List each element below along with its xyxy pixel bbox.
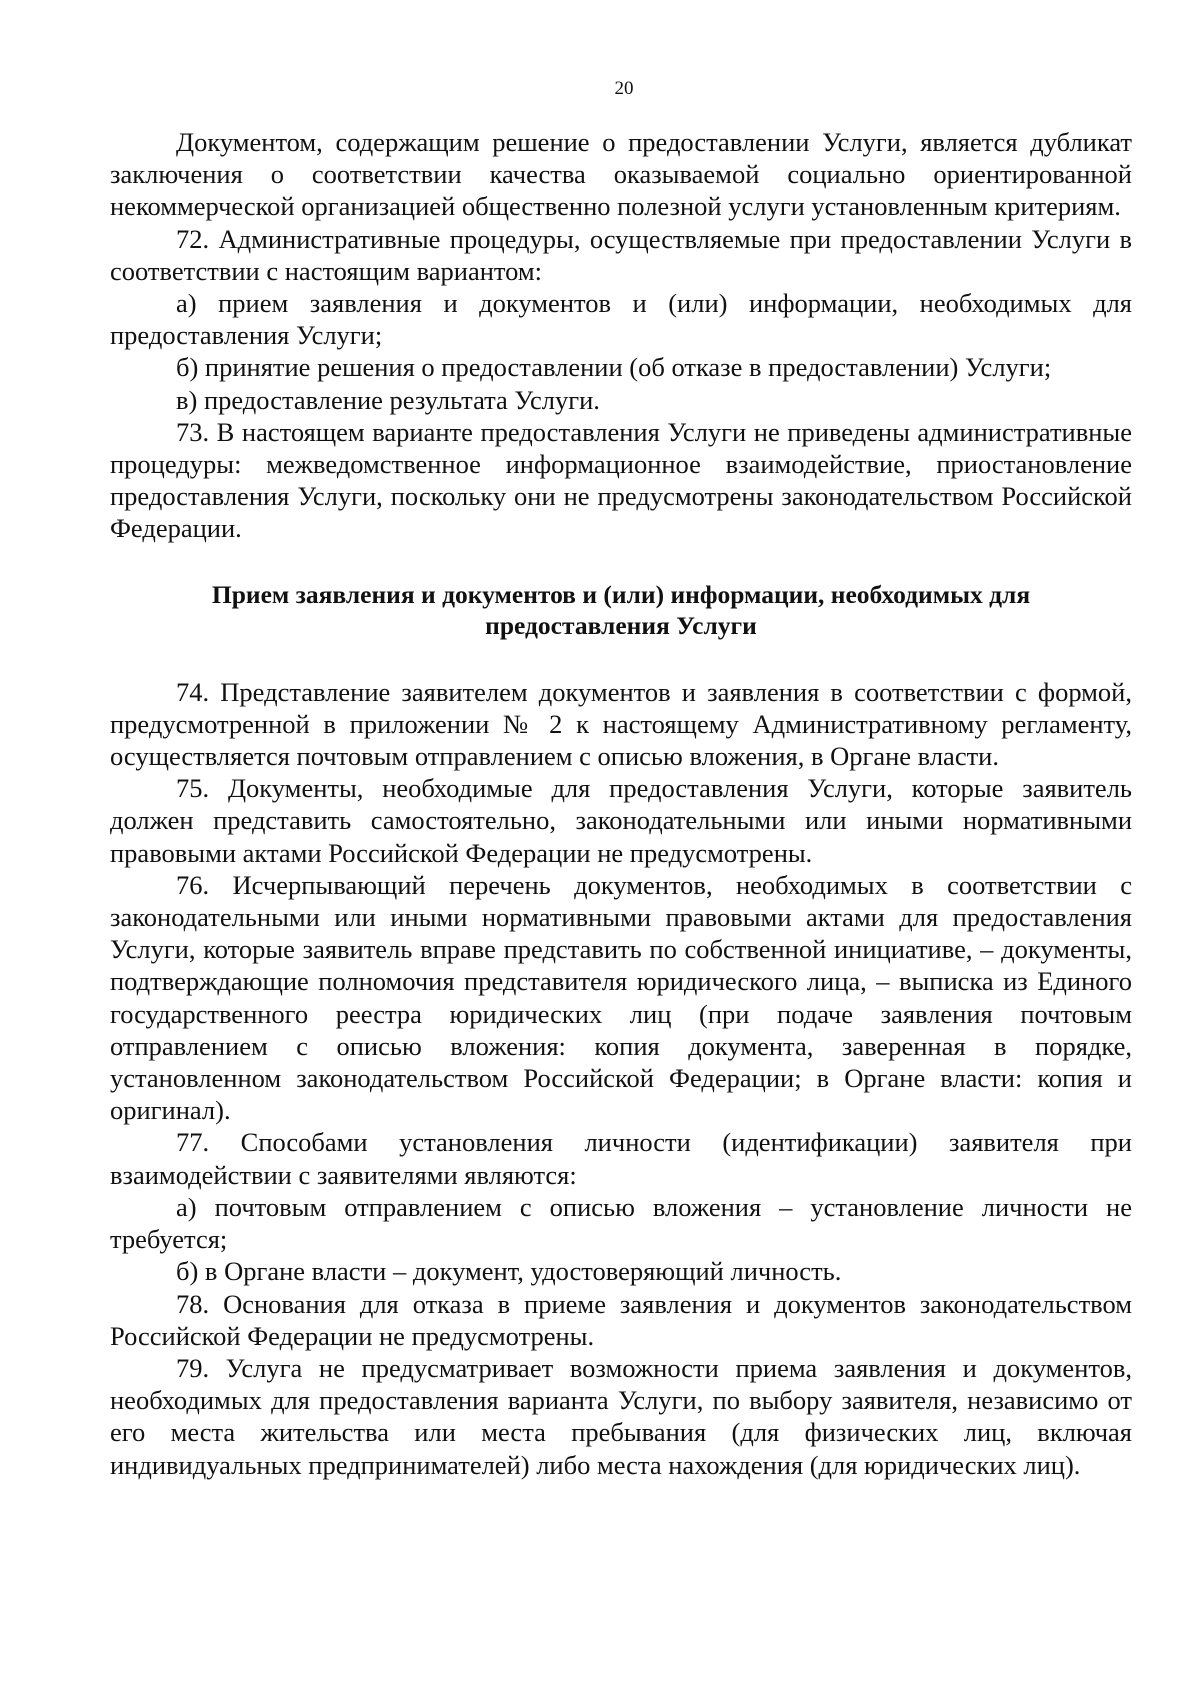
- paragraph-79: 79. Услуга не предусматривает возможности приема заявления и документов, необходимых для предоставления варианта Услуги, по выбору заявителя, независимо от его места жительства или места пребывания (для физических лиц, включая индивидуальных предпринимателей) либо места нахождения (для юридических лиц).: [110, 1352, 1132, 1480]
- list-item-72a: а) прием заявления и документов и (или) информации, необходимых для предоставления Услуги;: [110, 288, 1132, 351]
- paragraph-74: 74. Представление заявителем документов и заявления в соответствии с формой, предусмотренной в приложении № 2 к настоящему Административному регламенту, осуществляется почтовым отправлением с описью вложения, в Органе власти.: [110, 676, 1132, 772]
- paragraph-72: 72. Административные процедуры, осуществляемые при предоставлении Услуги в соответствии с настоящим вариантом:: [110, 223, 1132, 286]
- list-item-77b: б) в Органе власти – документ, удостоверяющий личность.: [176, 1256, 842, 1287]
- paragraph-73: 73. В настоящем варианте предоставления Услуги не приведены административные процедуры: межведомственное информационное взаимодействие, приостановление предоставления Услуги, поскольку они не предусмотрены законодательством Российской Федерации.: [110, 416, 1132, 544]
- document-body: [110, 126, 1132, 1481]
- section-heading-line2: предоставления Услуги: [485, 610, 757, 640]
- paragraph-78: 78. Основания для отказа в приеме заявления и документов законодательством Российской Федерации не предусмотрены.: [110, 1288, 1132, 1351]
- list-item-77a: а) почтовым отправлением с описью вложения – установление личности не требуется;: [110, 1191, 1132, 1255]
- list-item-72c: в) предоставление результата Услуги.: [176, 384, 600, 415]
- section-heading-line1: Прием заявления и документов и (или) информации, необходимых для: [211, 579, 1031, 609]
- page-number: 20: [614, 78, 634, 99]
- paragraph-result-document: Документом, содержащим решение о предоставлении Услуги, является дубликат заключения о соответствии качества оказываемой социально ориентированной некоммерческой организацией общественно полезной услуги установленным критериям.: [110, 127, 1132, 222]
- paragraph-76: 76. Исчерпывающий перечень документов, необходимых в соответствии с законодательными или иными нормативными правовыми актами для предоставления Услуги, которые заявитель вправе представить по собственной инициативе, – документы, подтверждающие полномочия представителя юридического лица, – выписка из Единого государственного реестра юридических лиц (при подаче заявления почтовым отправлением с описью вложения: копия документа, заверенная в порядке, установленном законодательством Российской Федерации; в Органе власти: копия и оригинал).: [110, 869, 1132, 1126]
- paragraph-77: 77. Способами установления личности (идентификации) заявителя при взаимодействии с заявителями являются:: [110, 1127, 1132, 1190]
- list-item-72b: б) принятие решения о предоставлении (об отказе в предоставлении) Услуги;: [176, 352, 1052, 383]
- paragraph-75: 75. Документы, необходимые для предоставления Услуги, которые заявитель должен представить самостоятельно, законодательными или иными нормативными правовыми актами Российской Федерации не предусмотрены.: [110, 773, 1132, 868]
- section-heading: [110, 579, 1132, 641]
